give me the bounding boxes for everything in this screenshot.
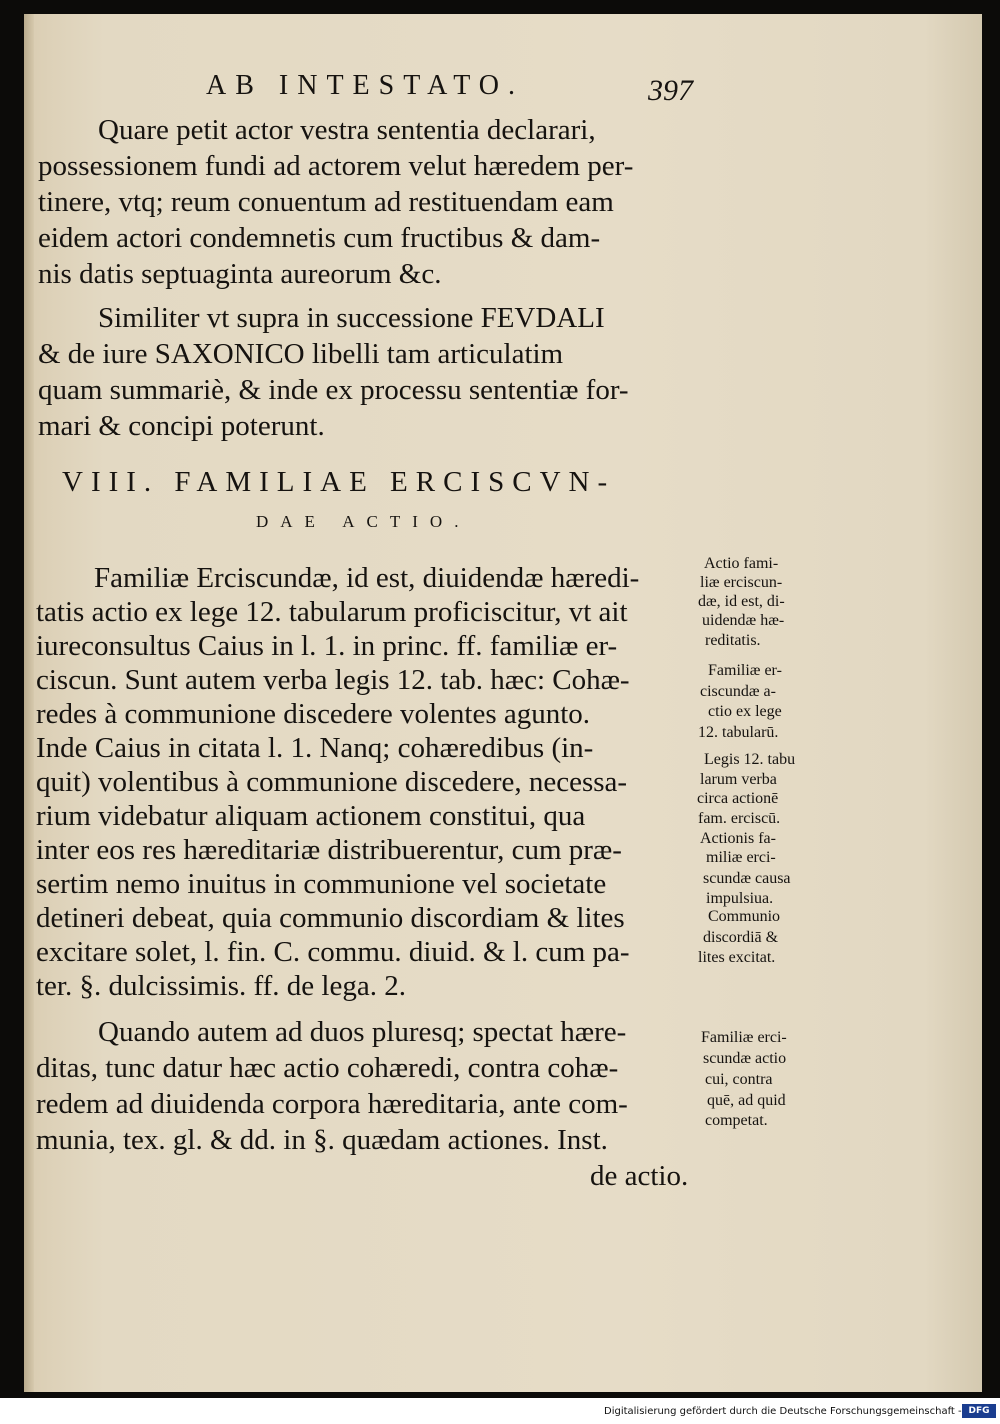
margin-note-line: scundæ actio bbox=[703, 1050, 787, 1067]
margin-note-line: larum verba bbox=[700, 771, 777, 788]
margin-note-line: impulsiua. bbox=[706, 890, 774, 907]
text-line: sertim nemo inuitus in communione vel societate bbox=[36, 868, 607, 900]
dfg-logo: DFG bbox=[962, 1404, 996, 1418]
margin-note-line: Familiæ er- bbox=[708, 662, 782, 679]
page-number: 397 bbox=[648, 74, 693, 107]
margin-note-line: cui, contra bbox=[705, 1071, 773, 1088]
margin-note-line: lites excitat. bbox=[698, 949, 776, 966]
text-line: & de iure SAXONICO libelli tam articulatim bbox=[38, 338, 564, 370]
text-line: excitare solet, l. fin. C. commu. diuid. & l. cum pa- bbox=[36, 936, 630, 968]
text-line: ditas, tunc datur hæc actio cohæredi, contra cohæ- bbox=[36, 1052, 619, 1084]
text-line: mari & concipi poterunt. bbox=[38, 410, 325, 442]
margin-note-line: Legis 12. tabu bbox=[704, 751, 796, 768]
margin-note-line: Actionis fa- bbox=[700, 830, 776, 847]
text-line: de actio. bbox=[590, 1160, 689, 1192]
margin-note-line: miliæ erci- bbox=[706, 849, 776, 866]
margin-note-line: quē, ad quid bbox=[707, 1092, 786, 1109]
text-line: Quando autem ad duos pluresq; spectat hære- bbox=[98, 1016, 627, 1048]
margin-note-line: reditatis. bbox=[705, 632, 761, 649]
margin-note-line: Actio fami- bbox=[704, 555, 779, 572]
margin-note-line: ctio ex lege bbox=[708, 703, 782, 720]
margin-note-line: liæ erciscun- bbox=[700, 574, 783, 591]
text-line: munia, tex. gl. & dd. in §. quædam actiones. Inst. bbox=[36, 1124, 608, 1156]
text-line: possessionem fundi ad actorem velut hæredem per- bbox=[38, 150, 634, 182]
running-head: AB INTESTATO. bbox=[206, 70, 525, 101]
text-line: tatis actio ex lege 12. tabularum proficiscitur, vt ait bbox=[36, 596, 628, 628]
section-title: VIII. FAMILIAE ERCISCVN- bbox=[62, 466, 616, 498]
text-line: tinere, vtq; reum conuentum ad restituendam eam bbox=[38, 186, 614, 218]
margin-note-line: Familiæ erci- bbox=[701, 1029, 787, 1046]
text-line: inter eos res hæreditariæ distribuerentur, cum præ- bbox=[36, 834, 622, 866]
text-line: eidem actori condemnetis cum fructibus & dam- bbox=[38, 222, 601, 254]
margin-note-line: dæ, id est, di- bbox=[698, 593, 785, 610]
digitization-credit: Digitalisierung gefördert durch die Deutsche Forschungsgemeinschaft - bbox=[604, 1406, 962, 1417]
page-gutter-edge bbox=[24, 14, 34, 1392]
text-line: rium videbatur aliquam actionem constitui, qua bbox=[36, 800, 586, 832]
text-line: quit) volentibus à communione discedere, necessa- bbox=[36, 766, 628, 798]
text-line: redem ad diuidenda corpora hæreditaria, ante com- bbox=[36, 1088, 628, 1120]
text-line: ciscun. Sunt autem verba legis 12. tab. hæc: Cohæ- bbox=[36, 664, 630, 696]
text-line: ter. §. dulcissimis. ff. de lega. 2. bbox=[36, 970, 406, 1002]
text-line: redes à communione discedere volentes agunto. bbox=[36, 698, 591, 730]
margin-note-line: fam. erciscū. bbox=[698, 810, 781, 827]
margin-note-line: competat. bbox=[705, 1112, 768, 1129]
margin-note-line: circa actionē bbox=[697, 790, 779, 807]
section-subtitle: DAE ACTIO. bbox=[256, 512, 471, 531]
margin-note-line: scundæ causa bbox=[703, 870, 791, 887]
margin-note-line: discordiā & bbox=[703, 929, 779, 946]
margin-note-line: uidendæ hæ- bbox=[702, 612, 785, 629]
text-line: Quare petit actor vestra sententia declarari, bbox=[98, 114, 596, 146]
text-line: quam summariè, & inde ex processu sententiæ for- bbox=[38, 374, 629, 406]
text-line: iureconsultus Caius in l. 1. in princ. ff. familiæ er- bbox=[36, 630, 618, 662]
text-line: detineri debeat, quia communio discordiam & lites bbox=[36, 902, 625, 934]
text-line: Familiæ Erciscundæ, id est, diuidendæ hæredi- bbox=[94, 562, 640, 594]
text-line: Similiter vt supra in successione FEVDALI bbox=[98, 302, 605, 334]
text-line: Inde Caius in citata l. 1. Nanq; cohæredibus (in- bbox=[36, 732, 594, 764]
text-line: nis datis septuaginta aureorum &c. bbox=[38, 258, 442, 290]
margin-note-line: 12. tabularū. bbox=[698, 724, 779, 741]
margin-note-line: Communio bbox=[708, 908, 781, 925]
margin-note-line: ciscundæ a- bbox=[700, 683, 776, 700]
